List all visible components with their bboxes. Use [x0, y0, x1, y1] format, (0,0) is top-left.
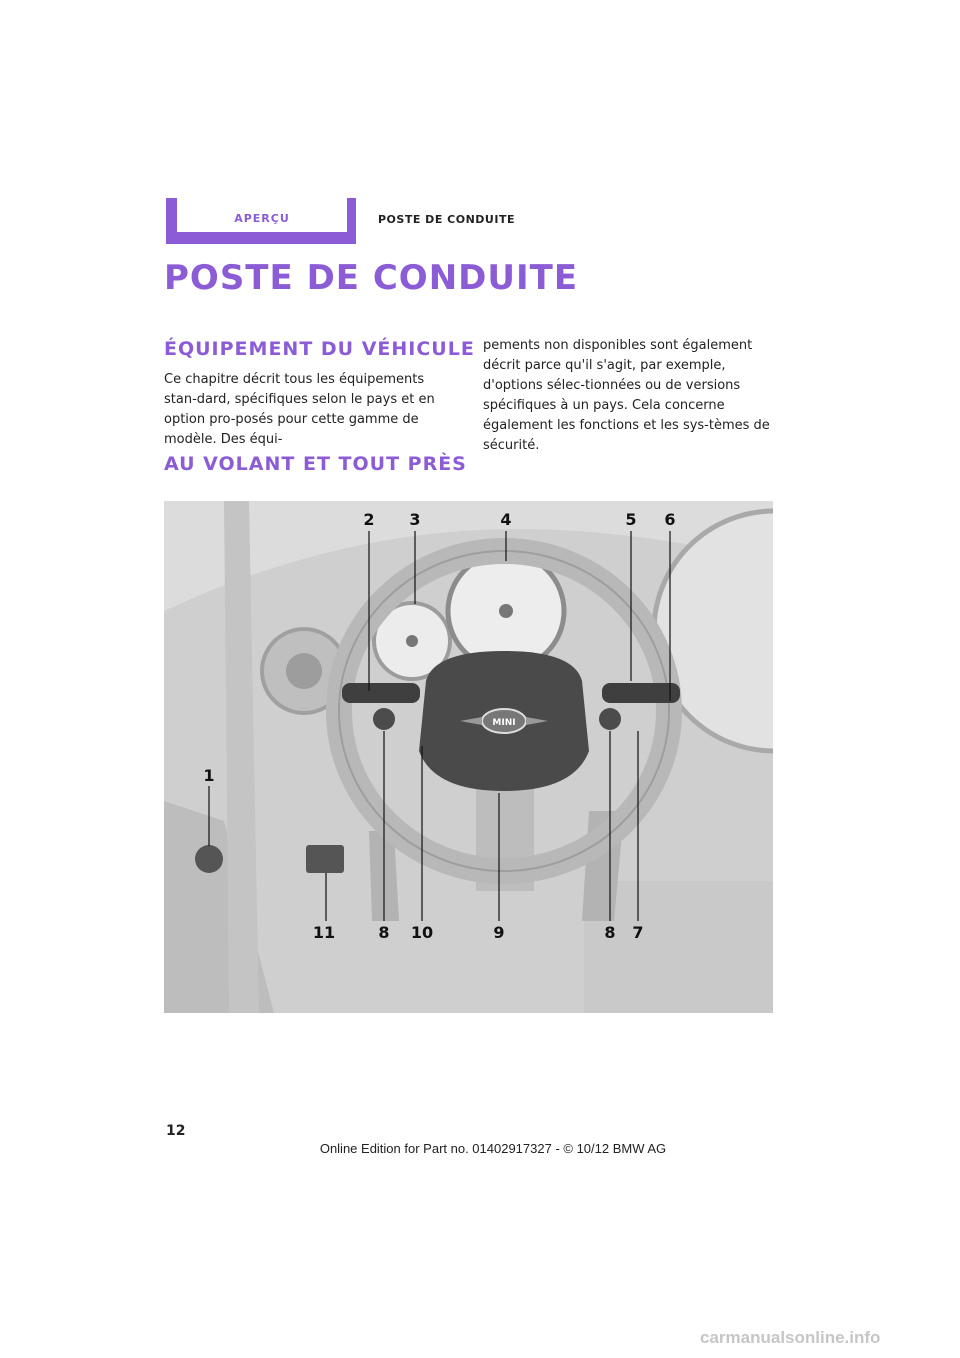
footer-edition: [0, 1141, 960, 1156]
callout-1: 1: [203, 766, 215, 785]
callout-10: 10: [410, 923, 434, 942]
callout-9: 9: [493, 923, 505, 942]
section-tab-label: APERÇU: [234, 212, 290, 225]
rev-counter-hub: [406, 635, 418, 647]
callout-4: 4: [500, 510, 512, 529]
page-number: 12: [166, 1123, 186, 1139]
callout-11: 11: [312, 923, 336, 942]
footer-edition-text: Online Edition for Part no. 01402917327 - © 10/12 BMW AG: [319, 1141, 667, 1156]
section-heading-equipment: ÉQUIPEMENT DU VÉHICULE: [164, 338, 475, 360]
cockpit-illustration: [164, 501, 773, 1013]
callout-8-left: 8: [378, 923, 390, 942]
watermark[interactable]: carmanualsonline.info: [700, 1328, 881, 1347]
main-gauge-hub: [499, 604, 513, 618]
body-text-right: pements non disponibles sont également décrit parce qu'il s'agit, par exemple, d'options sélec-tionnées ou de versions spécifiques à un pays. Cela concerne également les fonctions et les sys-tèmes de sécurité.: [483, 338, 770, 453]
mini-logo-text: MINI: [492, 718, 516, 728]
callout-2: 2: [363, 510, 375, 529]
lever-left: [342, 683, 420, 703]
section-heading-steering: AU VOLANT ET TOUT PRÈS: [164, 453, 467, 475]
running-title: POSTE DE CONDUITE: [378, 213, 515, 226]
air-vent-center: [286, 653, 322, 689]
callout-5: 5: [625, 510, 637, 529]
lever-right: [602, 683, 680, 703]
callout-8-right: 8: [604, 923, 616, 942]
mirror-adjust-knob: [195, 845, 223, 873]
callout-7: 7: [632, 923, 644, 942]
body-text-left: Ce chapitre décrit tous les équipements stan-dard, spécifiques selon le pays et en option pro-posés pour cette gamme de modèle. Des équi-: [164, 372, 435, 447]
page-title: POSTE DE CONDUITE: [164, 258, 579, 298]
callout-6: 6: [664, 510, 676, 529]
wheel-buttons-left: [373, 708, 395, 730]
wheel-buttons-right: [599, 708, 621, 730]
hood-release-switch: [306, 845, 344, 873]
callout-3: 3: [409, 510, 421, 529]
